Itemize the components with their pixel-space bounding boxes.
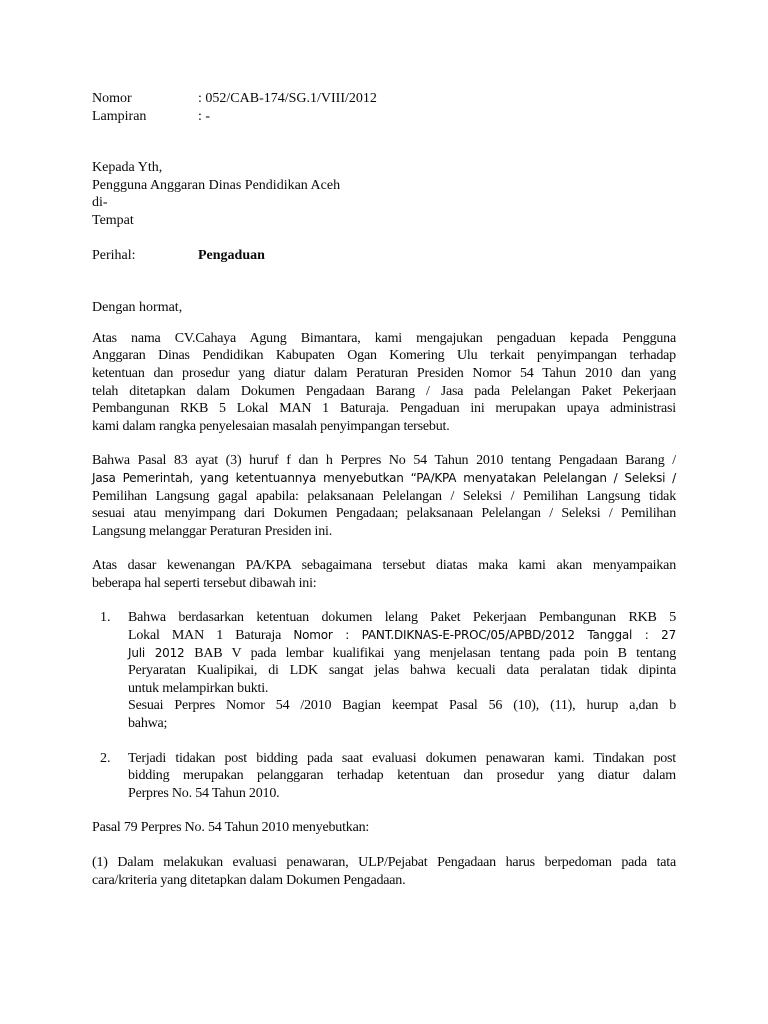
pasal-83-paragraph	[92, 452, 676, 540]
text-line	[92, 400, 676, 418]
text-segment: Bahwa Pasal 83 ayat (3) huruf f dan h Perpres No 54 Tahun 2010 tentang Pengadaan Barang /	[92, 453, 676, 469]
text-line	[92, 575, 676, 593]
text-segment: bidding merupakan pelanggaran terhadap ketentuan dan prosedur yang diatur dalam	[128, 768, 676, 784]
list-item-text	[128, 609, 676, 732]
text-line	[92, 505, 676, 523]
text-line	[128, 767, 676, 785]
text-line	[92, 557, 676, 575]
text-line	[128, 785, 676, 803]
text-line	[128, 609, 676, 627]
recipient-line: Pengguna Anggaran Dinas Pendidikan Aceh	[92, 177, 341, 193]
text-segment: Anggaran Dinas Pendidikan Kabupaten Ogan Komering Ulu terkait penyimpangan terhadap	[92, 348, 676, 364]
text-line	[92, 523, 676, 541]
alt-font-text: Nomor : PANT.DIKNAS-E-PROC/05/APBD/2012 Tanggal : 27	[293, 628, 677, 643]
text-line	[92, 365, 676, 383]
text-line	[92, 819, 676, 837]
text-segment: telah ditetapkan dalam Dokumen Pengadaan Barang / Jasa pada Pelelangan Paket Pekerjaan	[92, 383, 676, 399]
subject-row	[92, 247, 676, 265]
lampiran-value: : -	[198, 108, 211, 124]
list-item-text	[128, 750, 676, 803]
pasal-79-line	[92, 819, 676, 837]
text-segment: Pembangunan RKB 5 Lokal MAN 1 Baturaja. Pengaduan ini merupakan upaya administrasi	[92, 401, 676, 417]
letter-body	[92, 330, 676, 889]
text-segment: Atas dasar kewenangan PA/KPA sebagaimana tersebut diatas maka kami akan menyampaikan	[92, 558, 676, 574]
letter-number-row	[92, 90, 676, 108]
nomor-label: Nomor	[92, 91, 132, 106]
text-segment: sesuai atau menyimpang dari Dokumen Pengadaan; pelaksanaan Pelelangan / Seleksi / Pemilihan	[92, 506, 676, 522]
text-segment: (1) Dalam melakukan evaluasi penawaran, ULP/Pejabat Pengadaan harus berpedoman pada tata	[92, 855, 676, 870]
lampiran-row	[92, 108, 676, 126]
opening-paragraph	[92, 330, 676, 436]
alt-font-text: Juli 2012	[128, 645, 195, 660]
text-segment: bahwa;	[128, 716, 168, 732]
text-line	[92, 418, 676, 436]
subject-label: Perihal:	[92, 247, 136, 263]
text-line	[92, 872, 676, 890]
text-line	[92, 347, 676, 365]
text-line	[128, 697, 676, 715]
subject-value: Pengaduan	[198, 247, 265, 263]
alt-font-text: Jasa Pemerintah, yang ketentuannya menyebutkan “PA/KPA menyatakan Pelelangan / Seleksi /	[92, 470, 676, 485]
recipient-line: Tempat	[92, 212, 134, 228]
text-segment: Peryaratan Kualipikai, di LDK sangat jelas bahwa kecuali data peralatan tidak dipinta	[128, 663, 676, 679]
text-segment: ketentuan dan prosedur yang diatur dalam Peraturan Presiden Nomor 54 Tahun 2010 dan yang	[92, 365, 676, 381]
lampiran-label: Lampiran	[92, 108, 147, 124]
salutation: Dengan hormat,	[92, 300, 183, 316]
text-segment: Pasal 79 Perpres No. 54 Tahun 2010 menyebutkan:	[92, 820, 370, 836]
text-segment: Perpres No. 54 Tahun 2010.	[128, 785, 280, 801]
text-line	[128, 715, 676, 733]
recipient-line: di-	[92, 195, 108, 211]
list-item-1	[92, 609, 676, 732]
text-line	[92, 854, 676, 872]
list-item-number: 1.	[100, 610, 111, 626]
text-line	[92, 488, 676, 506]
text-segment: Pemilihan Langsung gagal apabila: pelaksanaan Pelelangan / Seleksi / Pemilihan Langsung tidak	[92, 488, 676, 504]
text-line	[128, 750, 676, 768]
text-segment: Atas nama CV.Cahaya Agung Bimantara, kami mengajukan pengaduan kepada Pengguna	[92, 330, 676, 346]
list-item-number: 2.	[100, 750, 111, 766]
text-segment: Langsung melanggar Peraturan Presiden ini.	[92, 523, 333, 539]
text-segment: BAB V pada lembar kualifikai yang menjelasan tentang pada poin B tentang	[194, 645, 676, 661]
text-segment: Sesuai Perpres Nomor 54 /2010 Bagian keempat Pasal 56 (10), (11), hurup a,dan b	[128, 698, 676, 714]
text-line	[92, 470, 676, 488]
text-segment: Terjadi tidakan post bidding pada saat evaluasi dokumen penawaran kami. Tindakan post	[128, 750, 676, 766]
text-segment: Bahwa berdasarkan ketentuan dokumen lelang Paket Pekerjaan Pembangunan RKB 5	[128, 610, 676, 626]
text-segment: kami dalam rangka penyelesaian masalah penyimpangan tersebut.	[92, 418, 450, 434]
text-line	[128, 662, 676, 680]
nomor-value: : 052/CAB-174/SG.1/VIII/2012	[198, 91, 377, 106]
recipient-block	[92, 159, 676, 229]
text-segment: Lokal MAN 1 Baturaja	[128, 628, 294, 644]
text-line	[128, 627, 676, 645]
list-item-2	[92, 750, 676, 803]
recipient-line: Kepada Yth,	[92, 160, 163, 176]
text-line	[92, 383, 676, 401]
text-segment: untuk melampirkan bukti.	[128, 680, 269, 696]
text-segment: beberapa hal seperti tersebut dibawah ini:	[92, 575, 317, 591]
text-line	[92, 452, 676, 470]
text-line	[128, 645, 676, 663]
text-line	[92, 330, 676, 348]
closing-paragraph	[92, 854, 676, 889]
letter-number-block	[92, 90, 676, 125]
text-line	[128, 680, 676, 698]
text-segment: cara/kriteria yang ditetapkan dalam Dokumen Pengadaan.	[92, 872, 406, 888]
kewenangan-paragraph	[92, 557, 676, 592]
